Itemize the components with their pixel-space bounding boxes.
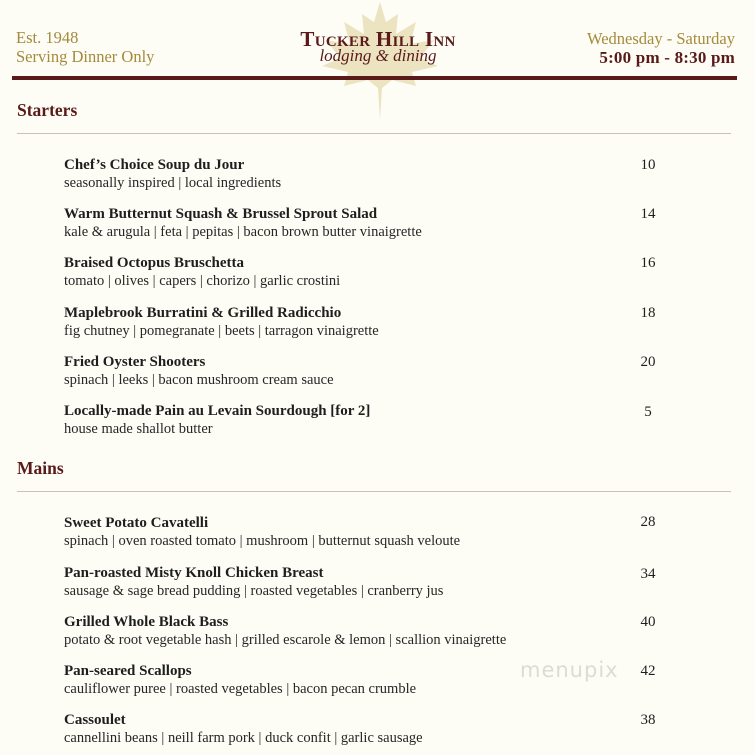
logo-tagline: lodging & dining: [319, 46, 437, 65]
item-price: 20: [640, 354, 656, 370]
logo-name-text: Tucker Hill Inn: [300, 27, 456, 51]
logo: [288, 27, 468, 64]
section-title-starters: Starters: [17, 100, 78, 120]
item-price: 10: [640, 157, 656, 173]
item-desc: cauliflower puree | roasted vegetables | bacon pecan crumble: [64, 681, 417, 697]
item-price: 16: [640, 255, 656, 271]
menu-item: [64, 711, 685, 748]
item-desc: house made shallot butter: [64, 421, 213, 437]
menu-item: [64, 402, 685, 439]
item-name: Warm Butternut Squash & Brussel Sprout Salad: [64, 206, 378, 222]
item-name: Grilled Whole Black Bass: [64, 614, 229, 630]
menu-item: [64, 613, 685, 650]
item-name: Maplebrook Burratini & Grilled Radicchio: [64, 305, 342, 321]
item-name: Pan-roasted Misty Knoll Chicken Breast: [64, 565, 324, 581]
item-name: Chef’s Choice Soup du Jour: [64, 157, 245, 173]
item-price: 14: [640, 206, 656, 222]
item-desc: fig chutney | pomegranate | beets | tarragon vinaigrette: [64, 323, 379, 339]
section-divider: [17, 491, 731, 492]
header-right: [587, 30, 735, 67]
header-left: [16, 28, 154, 66]
service-text: Serving Dinner Only: [16, 47, 155, 66]
item-price: 18: [640, 305, 656, 321]
item-desc: tomato | olives | capers | chorizo | garlic crostini: [64, 273, 341, 289]
item-desc: sausage & sage bread pudding | roasted vegetables | cranberry jus: [64, 583, 444, 599]
item-desc: potato & root vegetable hash | grilled escarole & lemon | scallion vinaigrette: [64, 632, 507, 648]
menu-item: [64, 304, 685, 341]
menu-item: [64, 353, 685, 390]
hours-text: 5:00 pm - 8:30 pm: [599, 48, 735, 67]
item-desc: spinach | oven roasted tomato | mushroom | butternut squash veloute: [64, 533, 461, 549]
section-divider: [17, 133, 731, 134]
section-title-mains: Mains: [17, 458, 64, 478]
item-desc: spinach | leeks | bacon mushroom cream sauce: [64, 372, 334, 388]
item-name: Fried Oyster Shooters: [64, 354, 206, 370]
watermark: menupix: [520, 658, 619, 682]
item-name: Cassoulet: [64, 712, 126, 728]
item-desc: seasonally inspired | local ingredients: [64, 175, 282, 191]
item-price: 28: [640, 514, 656, 530]
item-price: 5: [644, 404, 652, 420]
item-price: 40: [640, 614, 656, 630]
header-divider: [12, 76, 737, 80]
item-name: Sweet Potato Cavatelli: [64, 515, 209, 531]
item-price: 34: [640, 566, 656, 582]
item-price: 42: [640, 663, 656, 679]
menu-item: [64, 254, 685, 291]
item-price: 38: [640, 712, 656, 728]
menu-item: [64, 156, 685, 193]
days-text: Wednesday - Saturday: [586, 29, 735, 48]
menu-item: [64, 205, 685, 242]
established-text: Est. 1948: [16, 28, 79, 47]
menu-item: [64, 564, 685, 601]
item-name: Pan-seared Scallops: [64, 663, 192, 679]
menu-item: [64, 514, 685, 551]
item-desc: cannellini beans | neill farm pork | duck confit | garlic sausage: [64, 730, 423, 746]
item-name: Braised Octopus Bruschetta: [64, 255, 244, 271]
item-desc: kale & arugula | feta | pepitas | bacon brown butter vinaigrette: [64, 224, 422, 240]
item-name: Locally-made Pain au Levain Sourdough [for 2]: [64, 403, 371, 419]
